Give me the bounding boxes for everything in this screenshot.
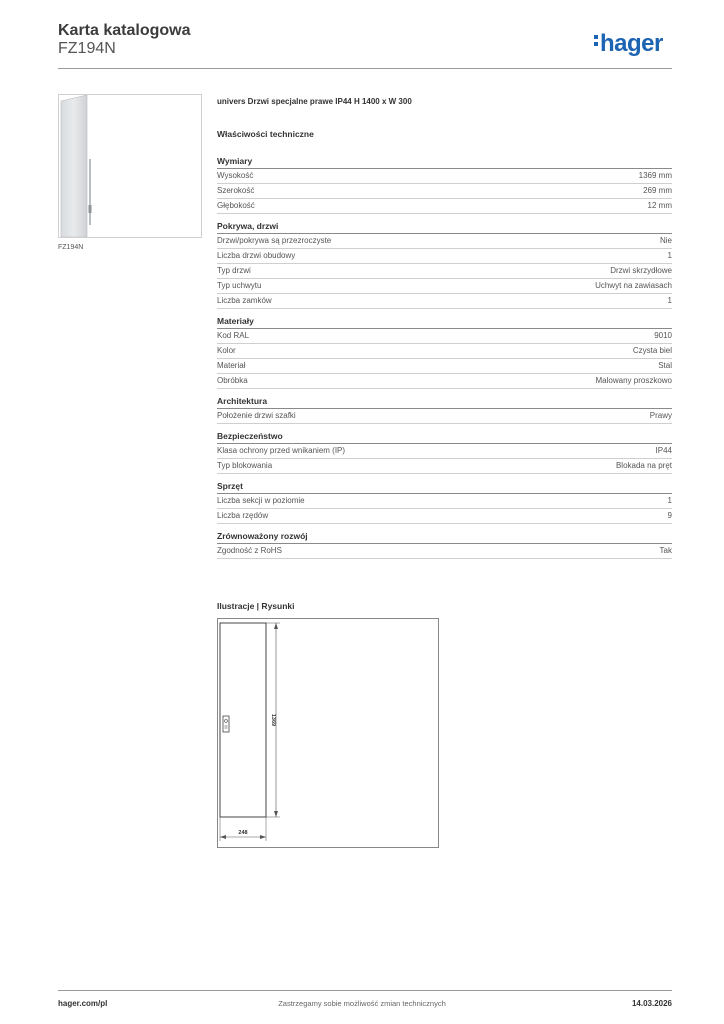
spec-value: Uchwyt na zawiasach xyxy=(595,281,672,290)
footer-date: 14.03.2026 xyxy=(631,999,672,1008)
spec-value: 9 xyxy=(667,511,672,520)
technical-drawing xyxy=(217,618,439,848)
spec-value: 1 xyxy=(667,251,672,260)
spec-row xyxy=(217,279,672,294)
spec-row xyxy=(217,494,672,509)
spec-label: Wysokość xyxy=(217,171,254,180)
footer-divider xyxy=(58,990,672,991)
spec-value: Czysta biel xyxy=(632,346,672,355)
spec-value: 269 mm xyxy=(643,186,672,195)
spec-label: Typ drzwi xyxy=(217,266,251,275)
spec-value: Drzwi skrzydłowe xyxy=(610,266,672,275)
hager-logo xyxy=(594,30,663,58)
spec-row xyxy=(217,234,672,249)
spec-value: Tak xyxy=(659,546,672,555)
spec-row xyxy=(217,444,672,459)
spec-group-title: Architektura xyxy=(217,389,672,409)
spec-label: Liczba sekcji w poziomie xyxy=(217,496,305,505)
spec-label: Szerokość xyxy=(217,186,255,195)
thumbnail-caption: FZ194N xyxy=(58,244,84,251)
spec-row xyxy=(217,459,672,474)
spec-row xyxy=(217,329,672,344)
spec-row xyxy=(217,199,672,214)
spec-value: 9010 xyxy=(654,331,672,340)
spec-label: Liczba drzwi obudowy xyxy=(217,251,296,260)
spec-label: Typ blokowania xyxy=(217,461,273,470)
spec-row xyxy=(217,359,672,374)
spec-value: Stal xyxy=(658,361,672,370)
spec-value: Prawy xyxy=(649,411,672,420)
door-dimension-drawing xyxy=(218,619,438,847)
spec-group-title: Pokrywa, drzwi xyxy=(217,214,672,234)
spec-value: Nie xyxy=(659,236,672,245)
spec-group-title: Sprzęt xyxy=(217,474,672,494)
spec-label: Obróbka xyxy=(217,376,248,385)
spec-label: Kod RAL xyxy=(217,331,250,340)
spec-row xyxy=(217,249,672,264)
spec-label: Klasa ochrony przed wnikaniem (IP) xyxy=(217,446,346,455)
spec-group-title: Zrównoważony rozwój xyxy=(217,524,672,544)
width-dimension-label: 248 xyxy=(238,830,248,836)
technical-properties-heading: Właściwości techniczne xyxy=(217,129,314,139)
spec-groups xyxy=(217,149,672,559)
spec-row xyxy=(217,169,672,184)
logo-dots-icon xyxy=(594,35,598,49)
spec-group-title: Bezpieczeństwo xyxy=(217,424,672,444)
spec-label: Głębokość xyxy=(217,201,255,210)
spec-value: 1369 mm xyxy=(638,171,672,180)
spec-row xyxy=(217,374,672,389)
product-code: FZ194N xyxy=(58,40,116,57)
spec-row xyxy=(217,509,672,524)
product-title: univers Drzwi specjalne prawe IP44 H 1400 x W 300 xyxy=(217,97,412,106)
spec-row xyxy=(217,264,672,279)
spec-label: Liczba rzędów xyxy=(217,511,269,520)
spec-label: Typ uchwytu xyxy=(217,281,262,290)
product-thumbnail xyxy=(58,94,202,238)
height-dimension-label: 1369 xyxy=(270,713,276,727)
spec-group-title: Wymiary xyxy=(217,149,672,169)
specification-section xyxy=(217,97,672,559)
spec-label: Drzwi/pokrywa są przezroczyste xyxy=(217,236,332,245)
illustrations-heading: Ilustracje | Rysunki xyxy=(217,601,295,611)
header-divider xyxy=(58,68,672,69)
spec-value: IP44 xyxy=(655,446,672,455)
footer-disclaimer: Zastrzegamy sobie możliwość zmian technicznych xyxy=(278,999,446,1008)
footer-website-link[interactable]: hager.com/pl xyxy=(58,999,108,1008)
spec-row xyxy=(217,294,672,309)
document-title: Karta katalogowa xyxy=(58,22,191,39)
spec-value: 12 mm xyxy=(647,201,672,210)
door-product-image xyxy=(59,95,201,237)
spec-value: 1 xyxy=(667,296,672,305)
spec-label: Liczba zamków xyxy=(217,296,272,305)
spec-row xyxy=(217,544,672,559)
spec-value: Malowany proszkowo xyxy=(595,376,672,385)
spec-group-title: Materiały xyxy=(217,309,672,329)
spec-row xyxy=(217,344,672,359)
logo-text: hager xyxy=(600,30,663,57)
spec-label: Zgodność z RoHS xyxy=(217,546,282,555)
spec-label: Kolor xyxy=(217,346,236,355)
spec-value: Blokada na pręt xyxy=(615,461,672,470)
spec-value: 1 xyxy=(667,496,672,505)
spec-label: Materiał xyxy=(217,361,246,370)
spec-row xyxy=(217,409,672,424)
spec-label: Położenie drzwi szafki xyxy=(217,411,296,420)
spec-row xyxy=(217,184,672,199)
